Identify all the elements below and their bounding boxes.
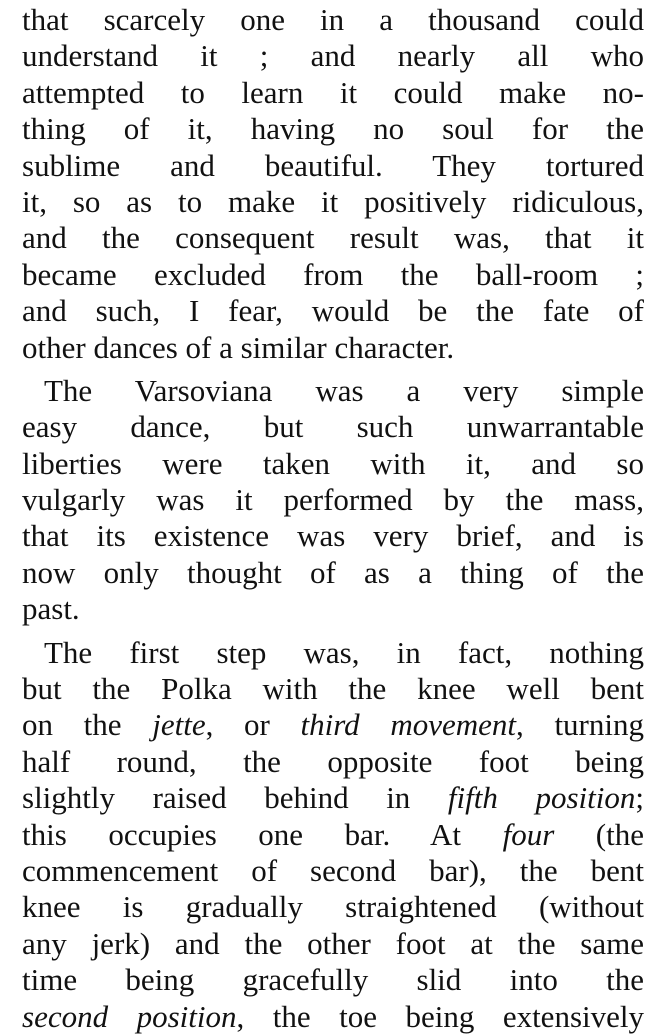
- text-line: and such, I fear, would be the fate of: [22, 293, 644, 329]
- text-line: now only thought of as a thing of the: [22, 554, 644, 590]
- italic-term: third movement: [300, 707, 517, 743]
- text-line: it, so as to make it positively ridiculous,: [22, 183, 644, 219]
- text-line: that scarcely one in a thousand could: [22, 2, 644, 37]
- text-line: understand it ; and nearly all who: [22, 38, 644, 74]
- text-line: [22, 999, 644, 1035]
- text-line: thing of it, having no soul for the: [22, 111, 644, 147]
- text-line: The Varsoviana was a very simple: [44, 372, 644, 408]
- text-line: any jerk) and the other foot at the same: [22, 925, 644, 961]
- italic-term: four: [502, 816, 555, 852]
- text-line: [22, 780, 644, 816]
- paragraph-1: [22, 2, 644, 366]
- text-line: The first step was, in fact, nothing: [44, 634, 644, 670]
- text-line: that its existence was very brief, and is: [22, 518, 644, 554]
- text-run: this occupies one bar. At: [22, 816, 503, 852]
- text-column: [22, 2, 644, 1035]
- text-line: other dances of a similar character.: [22, 329, 455, 365]
- text-run: (the: [554, 816, 644, 852]
- paragraph-3: [22, 635, 644, 1035]
- text-run: on the: [22, 707, 153, 743]
- text-line: attempted to learn it could make no-: [22, 74, 644, 110]
- text-line: vulgarly was it performed by the mass,: [22, 482, 644, 518]
- text-line: commencement of second bar), the bent: [22, 852, 644, 888]
- text-run: , turning: [516, 707, 644, 743]
- text-run: ;: [635, 780, 644, 816]
- text-line: and the consequent result was, that it: [22, 220, 644, 256]
- text-line: half round, the opposite foot being: [22, 743, 644, 779]
- text-line: easy dance, but such unwarrantable: [22, 409, 644, 445]
- italic-term: fifth position: [447, 780, 636, 816]
- text-run: , the toe being extensively: [236, 998, 644, 1034]
- italic-term: second position: [22, 998, 237, 1034]
- text-line: became excluded from the ball-room ;: [22, 256, 644, 292]
- text-line: sublime and beautiful. They tortured: [22, 147, 644, 183]
- text-run: slightly raised behind in: [22, 780, 448, 816]
- text-line: but the Polka with the knee well bent: [22, 671, 644, 707]
- text-line: past.: [22, 591, 80, 627]
- text-run: , or: [205, 707, 301, 743]
- text-line: [22, 817, 644, 853]
- text-line: time being gracefully slid into the: [22, 962, 644, 998]
- text-line: liberties were taken with it, and so: [22, 445, 644, 481]
- paragraph-2: [22, 373, 644, 628]
- italic-term: jette: [152, 707, 206, 743]
- text-line: [22, 707, 644, 743]
- text-line: knee is gradually straightened (without: [22, 889, 644, 925]
